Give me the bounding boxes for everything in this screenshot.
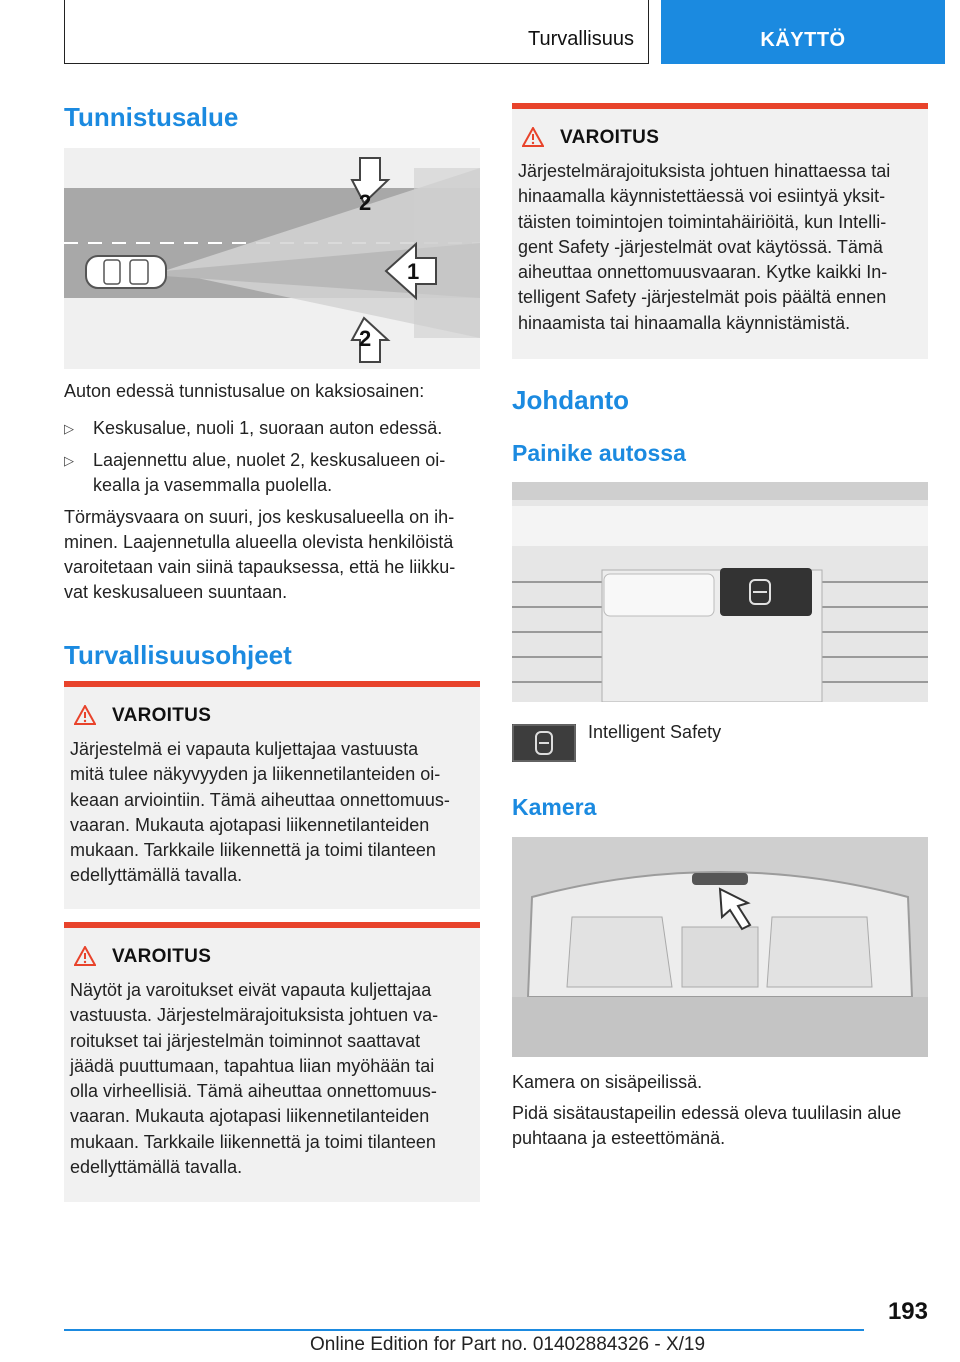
list-item: ▷ Keskusalue, nuoli 1, suoraan auton edessä. [64,416,480,442]
chapter-tab: KÄYTTÖ [661,0,945,64]
warning-text: Näytöt ja varoitukset eivät vapauta kuljettajaa vastuusta. Järjestelmärajoituksista johtuen va- roitukset tai järjestelmän toiminnot saattavat jäädä puuttumaan, tapahtua liian myöhään tai olla virheellisiä. Tämä aiheuttaa onnettomuus- vaaran. Mukauta ajotapasi liikennetilanteiden mukaan. Tarkkaile liikennettä ja toimi tilanteen edellyttämällä tavalla. [70,980,439,1178]
warning-title: VAROITUS [560,127,660,148]
heading-button-in-car: Painike autossa [512,440,686,466]
camera-photo [512,837,928,1057]
section-title: Turvallisuus [528,28,634,50]
warning-triangle-icon [522,127,544,147]
warning-box [64,922,480,1202]
warning-text: Järjestelmärajoituksista johtuen hinattaessa tai hinaamalla käynnistettäessä voi esiintyä yksit- täisten toimintojen toimintahäiriöitä, kun Intelli- gent Safety -järjestelmät ovat käytössä. Tämä aiheuttaa onnettomuusvaaran. Kytke kaikki In- telligent Safety -järjestelmät pois päältä ennen hinaamista tai hinaamalla käynnistämistä. [518,161,891,333]
car-icon [86,256,166,288]
warning-box [512,103,928,359]
warning-text: Järjestelmä ei vapauta kuljettajaa vastuusta mitä tulee näkyvyyden ja liikennetilanteiden oi- keaan arviointiin. Tämä aiheuttaa onnettomuus- vaaran. Mukauta ajotapasi liikennetilanteiden mukaan. Tarkkaile liikennettä ja toimi tilanteen edellyttämällä tavalla. [70,739,450,886]
svg-text:1: 1 [407,259,420,284]
footer-edition: Online Edition for Part no. 01402884326 - X/19 [310,1334,706,1355]
camera-text-1: Kamera on sisäpeilissä. [512,1072,703,1092]
intro-text: Auton edessä tunnistusalue on kaksiosainen: [64,381,425,401]
heading-safety: Turvallisuusohjeet [64,640,292,670]
warning-box [64,681,480,909]
heading-camera: Kamera [512,794,597,820]
button-label: Intelligent Safety [588,722,722,742]
svg-text:2: 2 [359,326,372,351]
page-number: 193 [887,1298,928,1325]
warning-title: VAROITUS [112,705,212,726]
list-item: ▷ Laajennettu alue, nuolet 2, keskusalueen oi- kealla ja vasemmalla puolella. [64,450,446,495]
svg-text:2: 2 [359,190,372,215]
header-frame [64,0,649,64]
warning-triangle-icon [74,946,96,966]
interior-mirror [692,873,748,885]
heading-intro: Johdanto [512,385,629,415]
detection-area-diagram [64,148,480,369]
intelligent-safety-icon [512,724,576,762]
triangle-bullet-icon: ▷ [64,453,74,468]
warning-triangle-icon [74,705,96,725]
triangle-bullet-icon: ▷ [64,421,74,436]
camera-text-2: Pidä sisätaustapeilin edessä oleva tuulilasin alue puhtaana ja esteettömänä. [512,1103,902,1148]
collision-paragraph: Törmäysvaara on suuri, jos keskusalueella on ih- minen. Laajennetulla alueella olevista henkilöistä varoitetaan vain siinä tapauksessa, että he liikku- vat keskusalueen suuntaan. [64,507,456,602]
footer-rule [64,1329,864,1331]
heading-detection-area: Tunnistusalue [64,102,239,132]
dashboard-button-photo [512,482,928,702]
warning-title: VAROITUS [112,946,212,967]
